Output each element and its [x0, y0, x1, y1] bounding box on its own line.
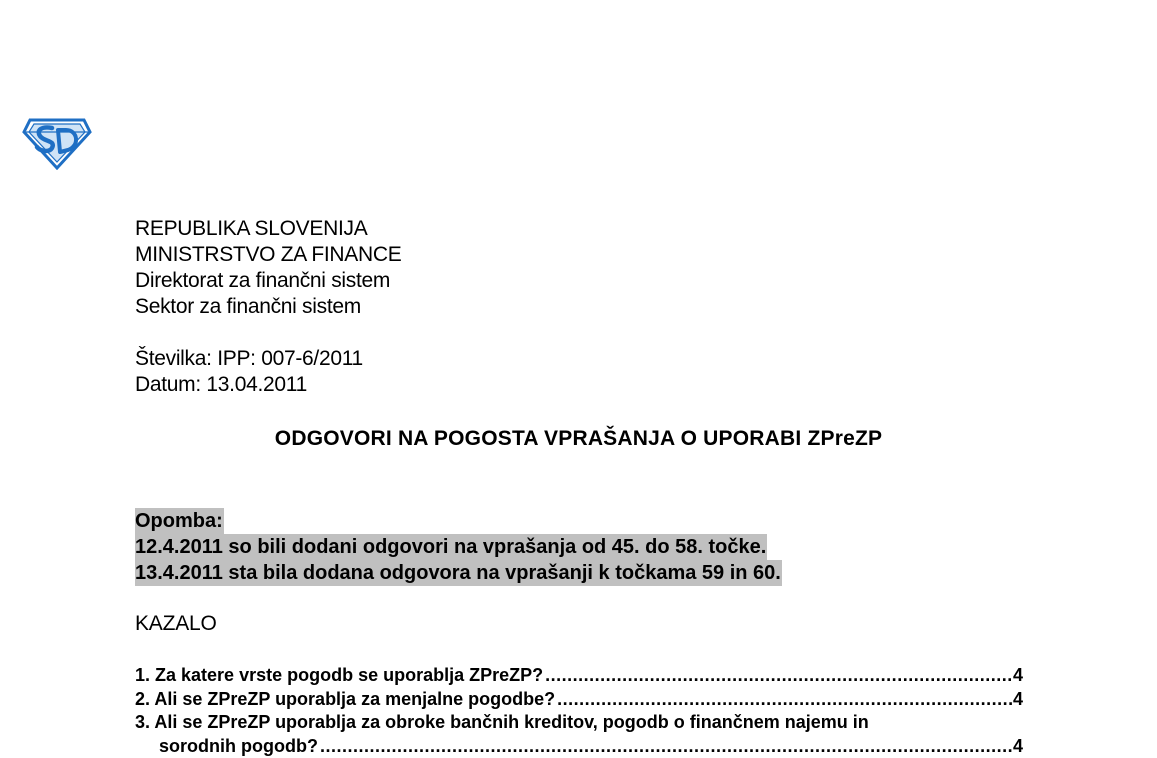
toc-item-text: 2. Ali se ZPreZP uporablja za menjalne pogodbe?	[135, 688, 555, 712]
note-label: Opomba:	[135, 508, 224, 534]
toc-item-page: 4	[1013, 688, 1023, 712]
toc-leader-dots	[545, 664, 1012, 688]
toc-item-continuation-row	[135, 735, 1023, 758]
institution-header	[135, 216, 401, 320]
document-number: Številka: IPP: 007-6/2011	[135, 346, 363, 372]
document-date: Datum: 13.04.2011	[135, 372, 363, 398]
note-block	[135, 508, 782, 586]
toc-item[interactable]	[135, 711, 1023, 758]
toc-item-text: 1. Za katere vrste pogodb se uporablja ZPreZP?	[135, 664, 543, 688]
header-line-ministry: MINISTRSTVO ZA FINANCE	[135, 242, 401, 268]
document-meta	[135, 346, 363, 398]
toc-leader-dots	[557, 688, 1012, 712]
toc-item[interactable]	[135, 688, 1023, 712]
note-line: 12.4.2011 so bili dodani odgovori na vprašanja od 45. do 58. točke.	[135, 534, 767, 560]
toc-item-page: 4	[1013, 735, 1023, 758]
header-line-sector: Sektor za finančni sistem	[135, 294, 401, 320]
header-line-directorate: Direktorat za finančni sistem	[135, 268, 401, 294]
logo-icon	[22, 116, 92, 170]
page-title: ODGOVORI NA POGOSTA VPRAŠANJA O UPORABI ZPreZP	[0, 427, 1157, 451]
toc-heading: KAZALO	[135, 612, 217, 636]
toc-item-text: 3. Ali se ZPreZP uporablja za obroke bančnih kreditov, pogodb o finančnem najemu in	[135, 711, 1023, 735]
toc-leader-dots	[320, 735, 1012, 758]
table-of-contents	[135, 664, 1023, 758]
toc-item-page: 4	[1013, 664, 1023, 688]
toc-item-continuation: sorodnih pogodb?	[159, 735, 318, 758]
toc-item[interactable]	[135, 664, 1023, 688]
header-line-republic: REPUBLIKA SLOVENIJA	[135, 216, 401, 242]
note-line: 13.4.2011 sta bila dodana odgovora na vprašanji k točkama 59 in 60.	[135, 560, 782, 586]
